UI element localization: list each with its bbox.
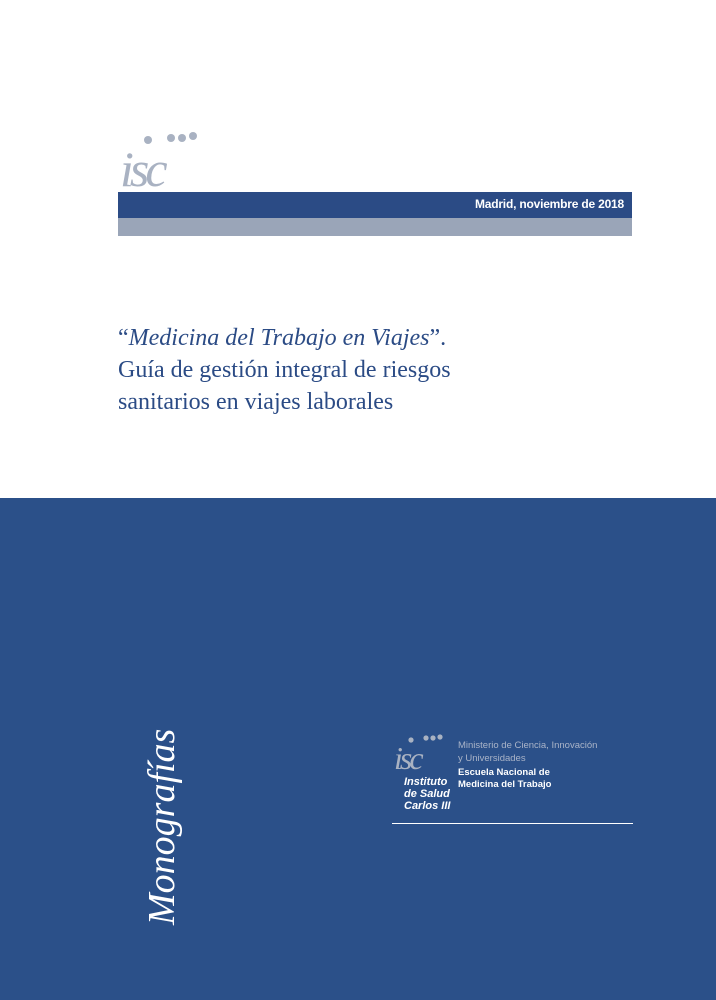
title-line-1: “Medicina del Trabajo en Viajes”. [118,325,447,351]
institute-name: Instituto de Salud Carlos III [404,776,451,812]
header-band-light [118,218,632,236]
footer-divider [392,823,633,824]
isc-logo [118,128,208,192]
institute-logo [392,733,452,773]
series-title: Monografías [141,728,183,925]
svg-text:isc: isc [120,141,164,192]
svg-text:isc: isc [394,740,421,773]
publication-date: Madrid, noviembre de 2018 [474,197,624,211]
school-name: Escuela Nacional de Medicina del Trabajo [458,767,552,790]
header-band [118,192,632,218]
ministry-name: Ministerio de Ciencia, Innovación y Universidades [458,740,598,764]
title-line-3: sanitarios en viajes laborales [118,389,394,415]
document-title [118,322,638,418]
title-line-2: Guía de gestión integral de riesgos [118,357,451,383]
